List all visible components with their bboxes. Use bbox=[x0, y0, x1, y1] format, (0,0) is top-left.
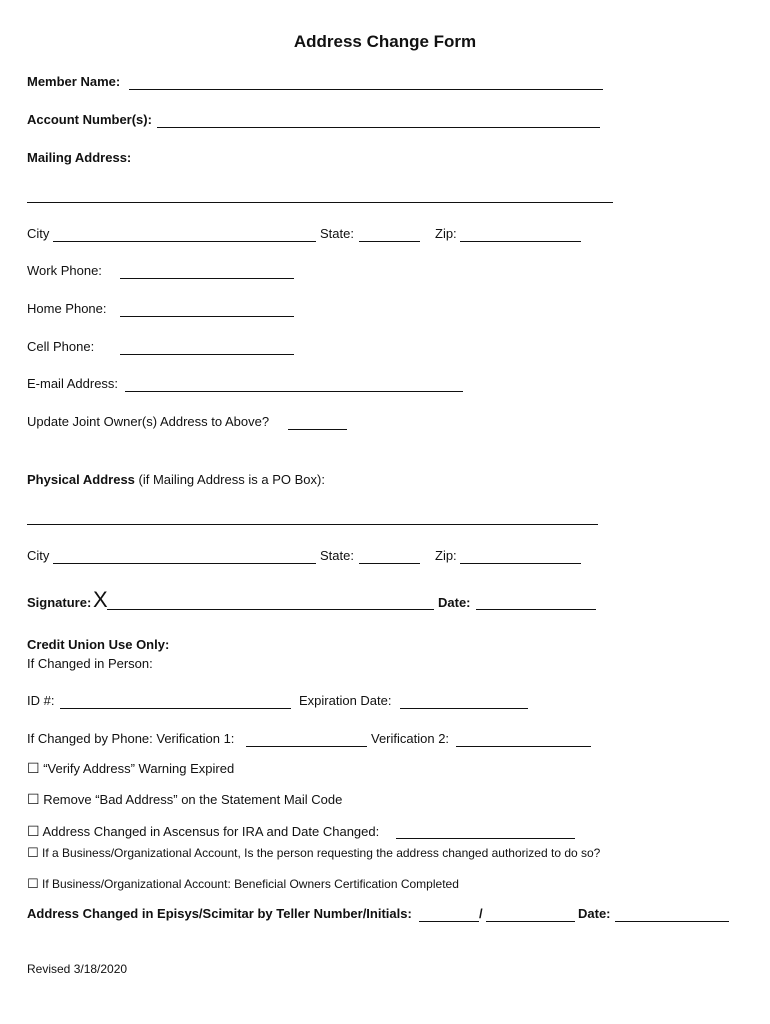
physical-address-heading bbox=[27, 472, 325, 488]
checkbox-icon[interactable]: ☐ bbox=[27, 823, 40, 839]
form-title: Address Change Form bbox=[293, 32, 477, 51]
mailing-city-label: City bbox=[27, 226, 50, 241]
cell-phone-field[interactable] bbox=[120, 354, 294, 355]
checkbox-icon[interactable]: ☐ bbox=[27, 791, 40, 807]
verification2-field[interactable] bbox=[456, 746, 591, 747]
checkbox-label: If Business/Organizational Account: Beneficial Owners Certification Completed bbox=[42, 877, 459, 891]
email-field[interactable] bbox=[125, 391, 463, 392]
physical-zip-field[interactable] bbox=[460, 563, 581, 564]
changed-by-phone-label: If Changed by Phone: Verification 1: bbox=[27, 731, 235, 746]
expiration-date-field[interactable] bbox=[400, 708, 528, 709]
checkbox-label: Remove “Bad Address” on the Statement Mail Code bbox=[43, 792, 343, 807]
account-numbers-label: Account Number(s): bbox=[27, 112, 152, 127]
mailing-state-field[interactable] bbox=[359, 241, 420, 242]
episys-separator: / bbox=[479, 906, 483, 921]
physical-zip-label: Zip: bbox=[435, 548, 457, 563]
episys-teller-field[interactable] bbox=[419, 921, 479, 922]
verification1-field[interactable] bbox=[246, 746, 367, 747]
mailing-address-label: Mailing Address: bbox=[27, 150, 132, 165]
ascensus-date-field[interactable] bbox=[396, 838, 575, 839]
physical-address-label: Physical Address bbox=[27, 472, 135, 487]
checkbox-label: Address Changed in Ascensus for IRA and Date Changed: bbox=[42, 824, 380, 839]
id-label: ID #: bbox=[27, 693, 55, 708]
verification2-label: Verification 2: bbox=[371, 731, 450, 746]
physical-address-field[interactable] bbox=[27, 524, 598, 525]
member-name-field[interactable] bbox=[129, 89, 603, 90]
physical-address-note: (if Mailing Address is a PO Box): bbox=[138, 472, 325, 487]
checkbox-label: “Verify Address” Warning Expired bbox=[43, 761, 235, 776]
signature-field[interactable] bbox=[107, 609, 434, 610]
episys-initials-field[interactable] bbox=[486, 921, 575, 922]
checkbox-icon[interactable]: ☐ bbox=[27, 876, 39, 891]
work-phone-label: Work Phone: bbox=[27, 263, 102, 278]
signature-x-mark: X bbox=[93, 587, 108, 612]
signature-date-label: Date: bbox=[438, 595, 471, 610]
mailing-zip-label: Zip: bbox=[435, 226, 457, 241]
physical-state-label: State: bbox=[320, 548, 354, 563]
id-field[interactable] bbox=[60, 708, 291, 709]
cu-use-only-label: Credit Union Use Only: bbox=[27, 637, 170, 652]
email-label: E-mail Address: bbox=[27, 376, 119, 391]
expiration-date-label: Expiration Date: bbox=[299, 693, 392, 708]
checkbox-icon[interactable]: ☐ bbox=[27, 760, 40, 776]
mailing-zip-field[interactable] bbox=[460, 241, 581, 242]
checkbox-item-business-authorized[interactable] bbox=[27, 845, 600, 861]
home-phone-field[interactable] bbox=[120, 316, 294, 317]
physical-state-field[interactable] bbox=[359, 563, 420, 564]
signature-date-field[interactable] bbox=[476, 609, 596, 610]
signature-label: Signature: bbox=[27, 595, 92, 610]
mailing-address-field[interactable] bbox=[27, 202, 613, 203]
checkbox-item-ascensus-ira[interactable] bbox=[27, 823, 379, 840]
work-phone-field[interactable] bbox=[120, 278, 294, 279]
checkbox-icon[interactable]: ☐ bbox=[27, 845, 39, 860]
changed-in-person-label: If Changed in Person: bbox=[27, 656, 153, 671]
physical-city-field[interactable] bbox=[53, 563, 316, 564]
revised-date: Revised 3/18/2020 bbox=[27, 962, 128, 976]
account-numbers-field[interactable] bbox=[157, 127, 600, 128]
episys-date-label: Date: bbox=[578, 906, 611, 921]
checkbox-label: If a Business/Organizational Account, Is the person requesting the address changed authorized to do so? bbox=[42, 846, 601, 860]
checkbox-item-verify-warning[interactable] bbox=[27, 760, 234, 777]
physical-city-label: City bbox=[27, 548, 50, 563]
home-phone-label: Home Phone: bbox=[27, 301, 107, 316]
joint-owner-label: Update Joint Owner(s) Address to Above? bbox=[27, 414, 270, 429]
joint-owner-field[interactable] bbox=[288, 429, 347, 430]
member-name-label: Member Name: bbox=[27, 74, 121, 89]
episys-label: Address Changed in Episys/Scimitar by Teller Number/Initials: bbox=[27, 906, 412, 921]
mailing-state-label: State: bbox=[320, 226, 354, 241]
mailing-city-field[interactable] bbox=[53, 241, 316, 242]
cell-phone-label: Cell Phone: bbox=[27, 339, 95, 354]
episys-date-field[interactable] bbox=[615, 921, 729, 922]
checkbox-item-beneficial-owners[interactable] bbox=[27, 876, 459, 892]
checkbox-item-bad-address[interactable] bbox=[27, 791, 342, 808]
